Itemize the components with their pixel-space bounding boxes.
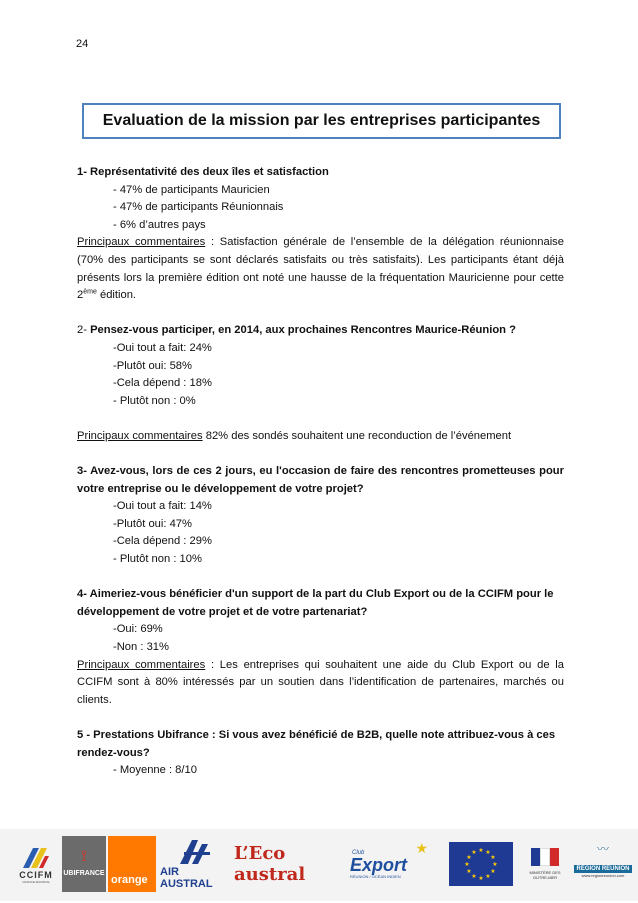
svg-text:★: ★ bbox=[490, 868, 496, 875]
section-3-item: - Plutôt non : 10% bbox=[113, 553, 202, 566]
club-export-logo bbox=[344, 836, 432, 892]
eco-austral-name: L’Eco austral bbox=[234, 843, 306, 885]
section-2-item: - Plutôt non : 0% bbox=[113, 394, 196, 407]
wave-icon: 〰 bbox=[596, 842, 609, 856]
section-3-item: -Cela dépend : 29% bbox=[113, 535, 212, 548]
comment-end: édition. bbox=[96, 289, 137, 302]
svg-text:★: ★ bbox=[471, 849, 477, 856]
ministere-logo bbox=[522, 836, 568, 892]
section-2-item: -Plutôt oui: 58% bbox=[113, 359, 192, 372]
ubifrance-name: UBIFRANCE bbox=[63, 869, 105, 877]
svg-text:★: ★ bbox=[464, 861, 470, 868]
club-export-name: Export bbox=[350, 854, 408, 875]
section-3-heading: 3- Avez-vous, lors de ces 2 jours, eu l'occasion de faire des rencontres prometteuses pour votre entreprise ou le développement de votre projet? bbox=[77, 465, 564, 495]
section-2-question: Pensez-vous participer, en 2014, aux prochaines Rencontres Maurice-Réunion ? bbox=[90, 324, 516, 337]
comment-label: Principaux commentaires bbox=[77, 658, 206, 671]
section-2-comment bbox=[77, 428, 564, 446]
orange-name: orange bbox=[111, 874, 148, 886]
svg-text:★: ★ bbox=[478, 847, 484, 854]
svg-text:★: ★ bbox=[485, 873, 491, 880]
region-reunion-name: RÉGION RÉUNION bbox=[576, 865, 630, 872]
comment-text: : Les entreprises qui souhaitent une aide du Club Export ou de la CCIFM sont à 80% intéressés par un soutien dans l’identification de partenaires, marchés ou clients. bbox=[77, 658, 564, 706]
section-1-comment bbox=[77, 234, 564, 304]
ccifm-subtitle: FRANCE MAURICE bbox=[22, 880, 50, 884]
title-box bbox=[82, 103, 561, 139]
svg-text:★: ★ bbox=[485, 849, 491, 856]
page-number: 24 bbox=[76, 38, 89, 50]
section-3-item: -Plutôt oui: 47% bbox=[113, 517, 192, 530]
section-4-heading: 4- Aimeriez-vous bénéficier d'un support de la part du Club Export ou de la CCIFM pour le développement de votre projet et de votre partenariat? bbox=[77, 588, 554, 618]
svg-text:★: ★ bbox=[492, 861, 498, 868]
section-2-heading bbox=[77, 322, 564, 340]
section-5-heading: 5 - Prestations Ubifrance : Si vous avez bénéficié de B2B, quelle note attribuez-vous à ces rendez-vous? bbox=[77, 729, 556, 759]
club-export-club: Club bbox=[352, 849, 365, 856]
comment-superscript: ème bbox=[83, 288, 97, 296]
page-title: Evaluation de la mission par les entreprises participantes bbox=[102, 112, 541, 129]
eco-austral-logo bbox=[234, 836, 338, 892]
section-5-item: - Moyenne : 8/10 bbox=[113, 764, 197, 777]
air-austral-mark-icon bbox=[176, 838, 216, 864]
comment-label: Principaux commentaires bbox=[77, 236, 206, 249]
section-4-item: -Non : 31% bbox=[113, 641, 169, 654]
svg-text:★: ★ bbox=[478, 875, 484, 882]
svg-text:★: ★ bbox=[466, 854, 472, 861]
star-icon: ★ bbox=[415, 840, 428, 856]
eu-flag-icon bbox=[449, 842, 513, 886]
air-austral-logo bbox=[160, 836, 232, 892]
svg-text:★: ★ bbox=[490, 854, 496, 861]
ubifrance-logo bbox=[62, 836, 106, 892]
orange-logo bbox=[108, 836, 156, 892]
ubifrance-mark-icon: ⟟ bbox=[81, 848, 87, 865]
section-4-item: -Oui: 69% bbox=[113, 623, 163, 636]
section-2-item: -Oui tout a fait: 24% bbox=[113, 341, 212, 354]
eu-flag-logo bbox=[446, 836, 516, 892]
section-2-item: -Cela dépend : 18% bbox=[113, 377, 212, 390]
ccifm-logo bbox=[14, 836, 58, 892]
ccifm-name: CCIFM bbox=[19, 870, 53, 880]
club-export-subtitle: RÉUNION / OCÉAN INDIEN bbox=[350, 873, 401, 879]
air-austral-name: AIR AUSTRAL bbox=[160, 866, 213, 890]
document-body bbox=[77, 164, 564, 780]
region-reunion-url: www.regionreunion.com bbox=[581, 872, 625, 878]
section-2-prefix: 2- bbox=[77, 324, 91, 337]
section-1-item: - 6% d’autres pays bbox=[113, 218, 206, 231]
comment-text: : Satisfaction générale de l’ensemble de la délégation réunionnaise (70% des participants se sont déclarés satisfaits ou très satisfaits). Les participants étant déjà présents lors la première édition ont noté une hausse de la fréquentation Mauricienne pour cette 2 bbox=[77, 236, 564, 302]
svg-text:★: ★ bbox=[471, 873, 477, 880]
ministere-name: MINISTÈRE DES OUTRE-MER bbox=[529, 870, 561, 880]
ccifm-mark-icon bbox=[21, 844, 51, 870]
region-reunion-logo bbox=[574, 836, 632, 892]
section-1-item: - 47% de participants Mauricien bbox=[113, 183, 270, 196]
svg-text:★: ★ bbox=[466, 868, 472, 875]
comment-label: Principaux commentaires bbox=[77, 429, 203, 442]
comment-text: 82% des sondés souhaitent une reconduction de l’événement bbox=[202, 429, 512, 442]
section-3-item: -Oui tout a fait: 14% bbox=[113, 500, 212, 513]
section-1-item: - 47% de participants Réunionnais bbox=[113, 201, 284, 214]
section-1-heading: 1- Représentativité des deux îles et satisfaction bbox=[77, 166, 329, 178]
french-flag-icon bbox=[531, 848, 559, 866]
section-4-comment bbox=[77, 657, 564, 710]
